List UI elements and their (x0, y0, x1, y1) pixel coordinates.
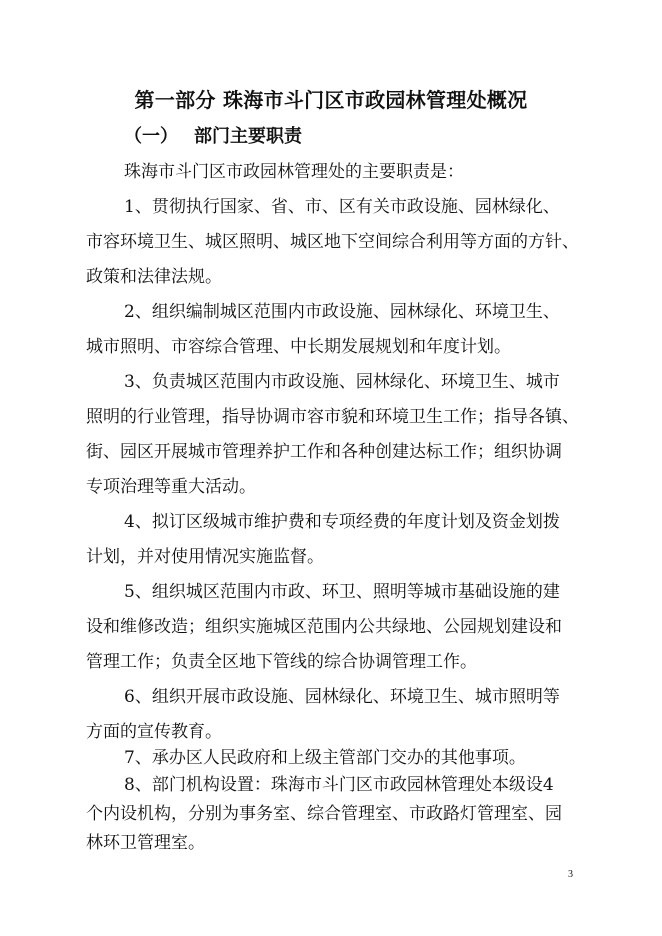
intro-paragraph: 珠海市斗门区市政园林管理处的主要职责是： (124, 162, 464, 182)
item-5-line-2: 设和维修改造；组织实施城区范围内公共绿地、公园规划建设和 (86, 617, 562, 637)
item-8-line-2: 个内设机构，分别为事务室、综合管理室、市政路灯管理室、园 (86, 804, 562, 824)
item-3-line-4: 专项治理等重大活动。 (86, 477, 256, 497)
page-number: 3 (568, 869, 573, 880)
item-3-line-3: 街、园区开展城市管理养护工作和各种创建达标工作；组织协调 (86, 442, 562, 462)
section-label: 部门主要职责 (194, 126, 302, 147)
section-number: （一） (124, 126, 178, 147)
item-8-line-3: 林环卫管理室。 (86, 833, 205, 853)
item-4-line-2: 计划，并对使用情况实施监督。 (86, 547, 324, 567)
item-6-line-2: 方面的宣传教育。 (86, 722, 222, 742)
item-5-line-3: 管理工作；负责全区地下管线的综合协调管理工作。 (86, 652, 477, 672)
item-1-line-1: 1、贯彻执行国家、省、市、区有关市政设施、园林绿化、 (124, 197, 560, 217)
item-2-line-1: 2、组织编制城区范围内市政设施、园林绿化、环境卫生、 (124, 302, 560, 322)
item-5-line-1: 5、组织城区范围内市政、环卫、照明等城市基础设施的建 (124, 582, 560, 602)
section-heading (124, 122, 302, 148)
item-6-line-1: 6、组织开展市政设施、园林绿化、环境卫生、城市照明等 (124, 687, 560, 707)
item-1-line-3: 政策和法律法规。 (86, 267, 222, 287)
page-title: 第一部分 珠海市斗门区市政园林管理处概况 (134, 88, 528, 112)
item-2-line-2: 城市照明、市容综合管理、中长期发展规划和年度计划。 (86, 337, 511, 357)
item-1-line-2: 市容环境卫生、城区照明、城区地下空间综合利用等方面的方针、 (86, 232, 579, 252)
item-3-line-1: 3、负责城区范围内市政设施、园林绿化、环境卫生、城市 (124, 372, 560, 392)
item-3-line-2: 照明的行业管理，指导协调市容市貌和环境卫生工作；指导各镇、 (86, 407, 579, 427)
item-7-line-1: 7、承办区人民政府和上级主管部门交办的其他事项。 (124, 748, 526, 768)
item-8-line-1: 8、部门机构设置：珠海市斗门区市政园林管理处本级设4 (124, 775, 554, 795)
item-4-line-1: 4、拟订区级城市维护费和专项经费的年度计划及资金划拨 (124, 512, 560, 532)
